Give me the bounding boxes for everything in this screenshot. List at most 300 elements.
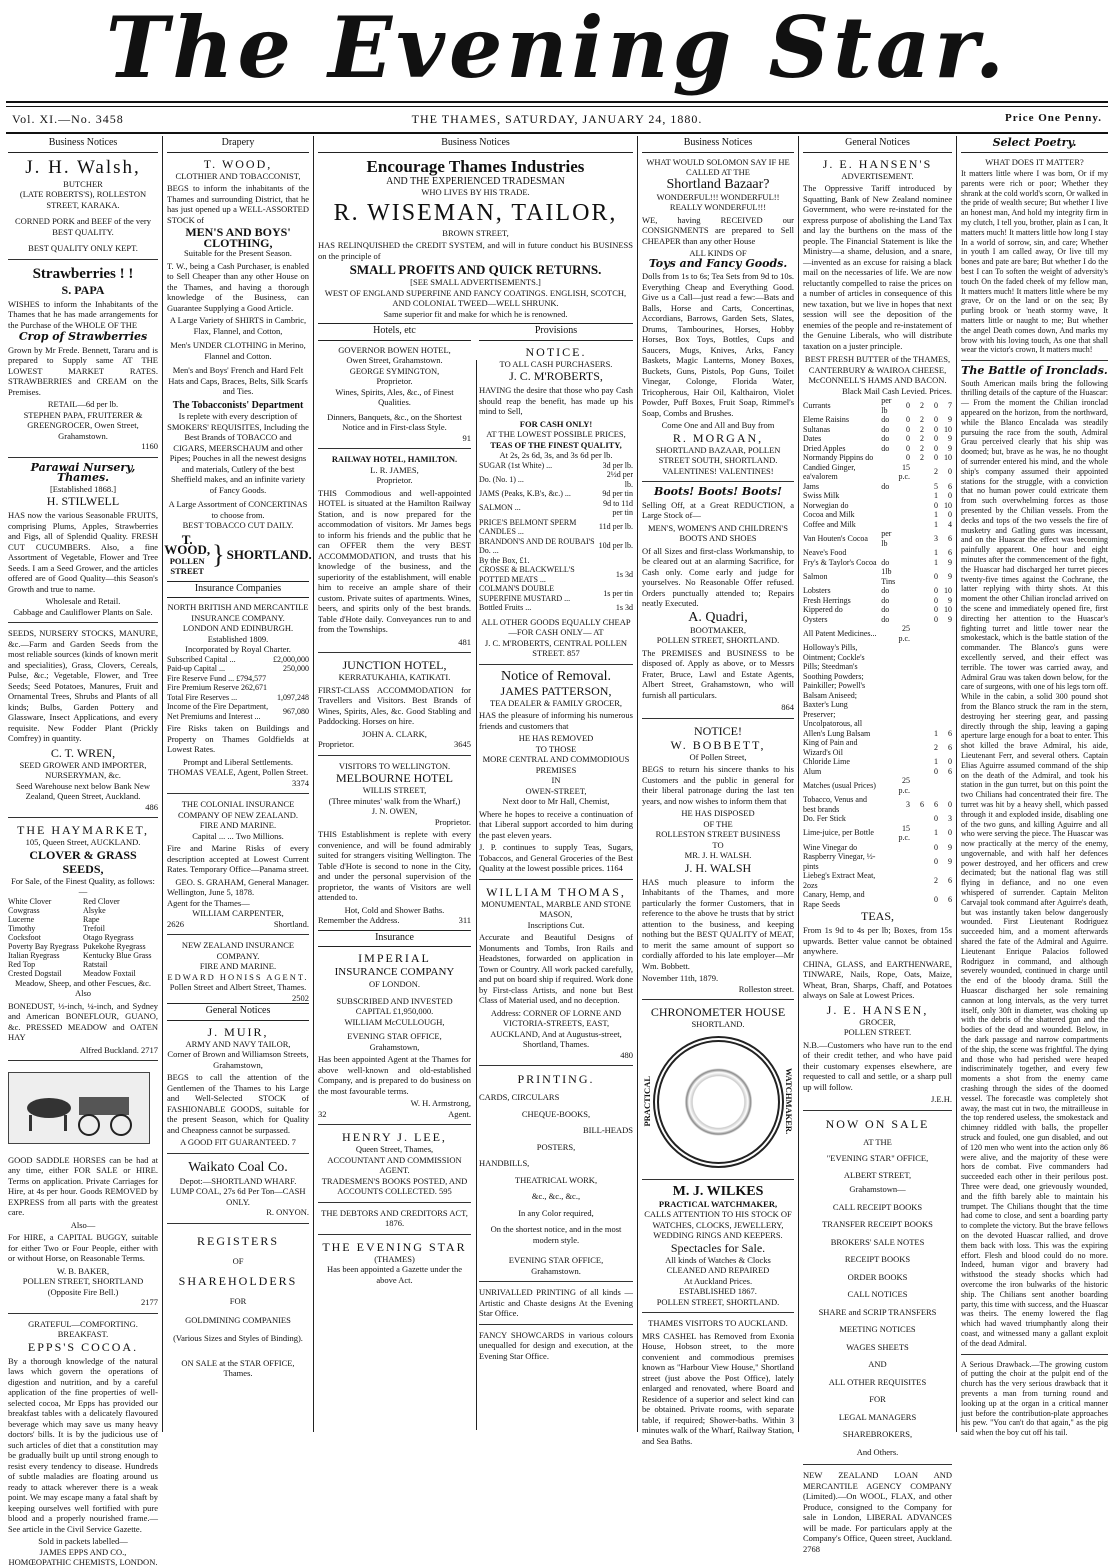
ad-chronometer-practical: PRACTICAL: [642, 1076, 652, 1127]
ad-hansen-header: Black Mail Cash Levied. Prices.: [841, 385, 952, 396]
ad-hansen-china: CHINA, GLASS, and EARTHENWARE, TINWARE, Nails, Rope, Oats, Maize, Wheat, Bran, Sharps, Chaff, and Potatoes always on Sale at Lowest Prices.: [803, 958, 952, 1000]
table-cell: 1: [934, 757, 938, 766]
ad-epps-title: EPPS'S COCOA.: [27, 1339, 139, 1354]
ad-imperial-of: OF LONDON.: [369, 979, 420, 989]
column-rule: [798, 136, 799, 1432]
table-cell: [273, 674, 309, 684]
table-cell: do: [881, 481, 890, 491]
table-cell: 1,097,248: [277, 692, 309, 702]
ad-imperial-body: Has been appointed Agent at the Thames for above well-known and old-established Company, and is prepared to do business on the most favourable terms.: [318, 1054, 471, 1096]
column-rule: [313, 136, 314, 1432]
seed-list-item: Otago Ryegrass: [83, 932, 134, 942]
table-cell: [881, 824, 896, 843]
ad-removal-in: IN: [551, 775, 561, 785]
table-cell: [881, 510, 896, 520]
sale-list-item: TRANSFER RECEIPT BOOKS: [822, 1219, 933, 1229]
ad-imperial-signature: W. H. Armstrong,: [410, 1098, 471, 1108]
table-cell: [881, 491, 896, 501]
ad-muir-fit-text: A GOOD FIT GUARANTEED.: [180, 1137, 290, 1147]
table-cell: 6: [948, 875, 952, 885]
ad-bobbett-has: HE HAS DISPOSED: [681, 808, 755, 818]
ad-horses-address: POLLEN STREET, SHORTLAND (Opposite Fire Bell.): [22, 1276, 144, 1297]
sale-list-item: ORDER BOOKS: [847, 1271, 908, 1282]
ad-walsh-address: (LATE ROBERTS'S), ROLLESTON STREET, KARAKA.: [19, 189, 147, 210]
table-cell: Swiss Milk: [803, 491, 840, 500]
ad-nowonsale-office: "EVENING STAR" OFFICE,: [826, 1153, 929, 1163]
table-cell: do: [881, 586, 890, 595]
table-cell: [881, 757, 896, 767]
table-row: [803, 795, 952, 814]
table-cell: 5: [934, 481, 938, 491]
ad-melbourne-walk: (Three minutes' walk from the Wharf,): [328, 795, 461, 806]
table-cell: 6: [948, 766, 952, 776]
table-cell: 2: [920, 400, 924, 410]
table-cell: 0: [934, 614, 938, 624]
ad-bazaar-valentines: VALENTINES! VALENTINES!: [662, 465, 774, 476]
ad-railway-name: L. R. JAMES,: [370, 464, 419, 475]
section-header: Business Notices: [8, 136, 158, 153]
table-cell: 9: [948, 434, 952, 443]
table-cell: [896, 615, 910, 625]
table-cell: 0: [934, 443, 938, 453]
table-cell: [910, 843, 924, 853]
horse-carriage-engraving: [8, 1072, 150, 1144]
table-row: [803, 453, 952, 463]
clock-wheel-icon: [653, 1036, 784, 1168]
ad-fancy-showcards: FANCY SHOWCARDS in various colours unequalled for design and execution, at the Evening Star Office.: [479, 1329, 633, 1361]
ad-imperial-footer: [318, 1109, 471, 1120]
table-cell: 1: [934, 548, 938, 557]
ad-strawberries-body: WISHES to inform the Inhabitants of the Thames that he has made arrangements for the Purchase of the WHOLE OF THE: [8, 298, 158, 330]
table-cell: 2: [920, 434, 924, 443]
table-cell: [910, 463, 924, 482]
table-cell: SALMON ...: [479, 503, 521, 513]
table-cell: Liebeg's Extract Meat, 2ozs: [803, 871, 876, 890]
table-cell: [896, 605, 910, 615]
table-cell: [910, 482, 924, 492]
ad-junction-proprietor: Proprietor.: [318, 739, 355, 749]
table-cell: SUGAR (1st White) ...: [479, 460, 553, 470]
ad-wilkes-address: POLLEN STREET, SHORTLAND.: [656, 1296, 780, 1307]
table-row: [803, 624, 952, 643]
table-cell: [881, 738, 896, 757]
ad-nzloan-body-text: NEW ZEALAND LOAN AND MERCANTILE AGENCY COMPANY (Limited).—On WOOL, FLAX, and other Produce, consigned to the Company for sale in London, LIBERAL ADVANCES will be made. For particulars apply at the Company's Office, Queen street, Auckland.: [803, 1470, 952, 1543]
ad-wood-hats: Men's and Boys' French and Hard Felt Hats and Caps, Braces, Belts, Silk Scarfs and Ties.: [168, 365, 308, 396]
ad-tobacco-logo-town: SHORTLAND.: [226, 547, 312, 563]
ad-muir-name: J. MUIR,: [207, 1024, 269, 1039]
table-cell: 0: [948, 799, 952, 809]
table-cell: [273, 683, 309, 693]
table-cell: [910, 824, 924, 843]
table-cell: Fry's & Taylor's Cocoa: [803, 557, 877, 567]
ad-wilkes-name: M. J. WILKES: [672, 1183, 764, 1199]
table-cell: [896, 520, 910, 530]
ad-wilkes-auckland: At Auckland Prices.: [683, 1275, 753, 1286]
ad-bazaar-name: R. MORGAN,: [672, 430, 764, 445]
table-cell: 1: [934, 491, 938, 500]
table-cell: [910, 624, 924, 643]
ad-colonial-manager: GEO. S. GRAHAM, General Manager.: [175, 876, 309, 887]
ad-bazaar-question: WHAT WOULD SOLOMON SAY IF HE CALLED AT THE: [646, 156, 790, 177]
table-cell: 3: [948, 814, 952, 823]
table-cell: [896, 890, 910, 909]
table-cell: 967,080: [283, 706, 309, 716]
table-cell: [881, 795, 896, 814]
ad-bazaar-body: WE, having RECEIVED our CONSIGNMENTS are prepared to Sell CHEAPER than any other House: [642, 214, 794, 246]
table-cell: 9d per tin: [602, 489, 633, 498]
table-cell: 11d per lb.: [598, 522, 633, 532]
ad-bobbett-name: W. BOBBETT,: [670, 737, 766, 752]
ad-bobbett-address: Of Pollen Street,: [689, 751, 747, 762]
ad-junction-signature: JOHN A. CLARK,: [362, 728, 427, 739]
ad-haymarket-seed-list: [8, 897, 158, 978]
table-row: [803, 843, 952, 853]
seed-list-item: Lucerne: [8, 914, 35, 924]
ad-walsh-line: BEST QUALITY ONLY KEPT.: [28, 243, 138, 253]
ad-printing-etc: &c., &c., &c.,: [531, 1191, 581, 1201]
table-row: [803, 776, 952, 795]
table-cell: 0: [934, 424, 938, 434]
ad-lee-address: Queen Street, Thames,: [355, 1144, 434, 1154]
ad-nowonsale-street: ALBERT STREET,: [843, 1169, 912, 1180]
ad-gazette-body: Has been appointed a Gazette under the above Act.: [327, 1264, 462, 1285]
table-cell: [910, 586, 924, 596]
ad-bowen-wines: Wines, Spirits, Ales, &c., of Finest Qualities.: [335, 386, 454, 407]
ad-melbourne-title: MELBOURNE HOTEL: [336, 771, 453, 785]
table-cell: Total Fire Reserves ...: [167, 692, 238, 702]
table-row: [803, 434, 952, 444]
table-cell: Tobacco, Venus and best brands: [803, 795, 867, 814]
ad-removal-to: TO THOSE: [535, 743, 577, 754]
table-cell: All Patent Medicines...: [803, 628, 877, 638]
table-cell: Cocoa and Milk: [803, 510, 855, 519]
ad-number: 7: [291, 1137, 296, 1147]
ad-thomas-trade: MONUMENTAL, MARBLE AND STONE MASON,: [481, 898, 631, 919]
ad-quadri-body: The PREMISES and BUSINESS to be disposed of. Apply as above, or to Messrs Frater, Bruce, Lawl and Estate Agents, Albert Street, Grahamstown, who will furnish all particulars.: [642, 647, 794, 700]
sale-list-item: RECEIPT BOOKS: [844, 1254, 911, 1264]
ad-colonial-body: Fire and Marine Risks of every description accepted at Lowest Current Rates. Temporary Office—Panama street.: [167, 843, 309, 874]
table-cell: Jams: [803, 481, 819, 491]
table-cell: [910, 890, 924, 909]
table-row: [803, 852, 952, 871]
ad-printing-office: EVENING STAR OFFICE,: [508, 1255, 604, 1265]
ad-railway-proprietor: Proprietor.: [376, 475, 413, 485]
ad-imperial-sub: INSURANCE COMPANY: [334, 966, 455, 978]
table-row: [803, 501, 952, 511]
table-row: [803, 767, 952, 777]
ad-printing-theatrical: THEATRICAL WORK,: [514, 1174, 598, 1185]
table-cell: 3: [906, 799, 910, 809]
section-header: Hotels, etc: [318, 324, 471, 341]
table-cell: [910, 596, 924, 606]
ad-mroberts-all: ALL OTHER GOODS EQUALLY CHEAP —FOR CASH ONLY— AT: [481, 616, 631, 637]
ad-printing-color: In any Color required,: [518, 1207, 594, 1218]
ad-bowen-name: GEORGE SYMINGTON,: [349, 365, 440, 376]
ad-northbritish-location: LONDON AND EDINBURGH.: [182, 623, 294, 633]
ad-tobacco-logo: T. WOOD, POLLEN STREET } SHORTLAND.: [164, 531, 312, 576]
table-cell: 0: [906, 400, 910, 410]
ad-hansen-nb: N.B.—Customers who have run to the end of their credit tether, and who have paid their customary expenses elsewhere, are requested to call and settle, or a sharp pull up will follow.: [803, 1039, 952, 1092]
ad-nursery-cabbage: Cabbage and Cauliflower Plants on Sale.: [13, 606, 153, 617]
table-row: [803, 491, 952, 501]
ad-tobacco-best: BEST TOBACCO CUT DAILY.: [182, 520, 294, 530]
ad-junction-body: FIRST-CLASS ACCOMMODATION for Travellers and Visitors. Best Brands of Wines, Spirits, Ales, &c. Good Stabling and Paddocking. Horses on hire.: [318, 684, 471, 726]
ad-printing-posters: POSTERS,: [536, 1141, 576, 1152]
ad-melbourne-remember: Remember the Address.: [318, 915, 400, 925]
table-cell: PRICE'S BELMONT SPERM CANDLES ...: [479, 517, 577, 536]
ad-printing-billheads: BILL-HEADS: [582, 1125, 633, 1135]
table-row: [803, 871, 952, 890]
ad-quadri-address: POLLEN STREET, SHORTLAND.: [656, 635, 780, 645]
article-title: The Battle of Ironclads.: [961, 364, 1108, 378]
ad-bobbett-mr: MR. J. H. WALSH.: [684, 850, 752, 860]
table-cell: [910, 501, 924, 511]
table-cell: [910, 558, 924, 568]
section-header: Business Notices: [318, 136, 633, 153]
table-cell: 1lb Tins: [881, 567, 896, 586]
ad-bowen-address: Owen Street, Grahamstown.: [346, 355, 443, 365]
ad-wiseman-name: R. WISEMAN, TAILOR,: [333, 199, 618, 226]
sale-list-item: SHAREBROKERS,: [842, 1429, 913, 1439]
ad-walsh-name: J. H. Walsh,: [25, 156, 141, 178]
ad-wiseman-body: HAS RELINQUISHED the CREDIT SYSTEM, and will in future conduct his BUSINESS on the principle of: [318, 240, 633, 261]
ad-hansen-initials: J.E.H.: [930, 1094, 952, 1104]
ad-lee-trade: ACCOUNTANT AND COMMISSION AGENT.: [327, 1154, 462, 1175]
table-cell: 0: [934, 415, 938, 424]
ad-boots-men: MEN'S, WOMEN'S AND CHILDREN'S BOOTS AND SHOES: [648, 522, 788, 543]
seed-list-item: Pukekohe Ryegrass: [83, 941, 146, 951]
table-cell: Candied Ginger, ea'valorem: [803, 462, 856, 481]
ad-imperial-capital: CAPITAL £1,950,000.: [355, 1006, 434, 1016]
ad-removal-title: Notice of Removal.: [500, 668, 612, 684]
ad-mroberts-signature: [479, 638, 633, 659]
ad-wiseman-see: [SEE SMALL ADVERTISEMENTS.]: [410, 277, 541, 287]
ad-wilkes-all: All kinds of Watches & Clocks: [665, 1254, 771, 1265]
table-row: [803, 463, 952, 482]
table-cell: 0: [906, 443, 910, 453]
table-cell: per lb: [881, 529, 892, 548]
ad-mroberts-to: TO ALL CASH PURCHASERS.: [499, 358, 613, 369]
ad-number: 32: [318, 1108, 327, 1119]
table-cell: 2: [934, 467, 938, 477]
ad-quadri-name: A. Quadri,: [688, 609, 748, 625]
table-row: [479, 603, 633, 613]
table-cell: COLMAN'S DOUBLE SUPERFINE MUSTARD ...: [479, 584, 571, 603]
table-cell: Subscribed Capital ...: [167, 654, 236, 664]
ad-number: 1164: [606, 863, 623, 873]
table-cell: [910, 510, 924, 520]
table-row: [167, 702, 309, 721]
ad-removal-body: HAS the pleasure of informing his numerous friends and customers that: [479, 710, 633, 731]
ad-mroberts-body: HAVING the desire that those who pay Cash should reap the benefit, has made up his mind to Sell,: [479, 385, 633, 416]
table-row: [803, 520, 952, 530]
table-cell: 1: [934, 510, 938, 519]
table-cell: 1s 3d: [615, 569, 633, 579]
ad-mroberts-price: At 2s, 2s 6d, 3s, and 3s 6d per lb.: [499, 450, 613, 460]
table-cell: [910, 520, 924, 530]
table-cell: 10: [944, 453, 952, 462]
seed-list-item: White Clover: [8, 896, 52, 906]
ad-visitors-title: VISITORS TO WELLINGTON.: [338, 760, 451, 771]
section-header: General Notices: [167, 1003, 309, 1021]
table-row: [167, 674, 309, 684]
ad-northbritish-risks: Fire Risks taken on Buildings and Property on Thames Goldfields at Lowest Rates.: [167, 723, 309, 754]
table-row: [803, 643, 952, 729]
ad-boots-title: Boots! Boots! Boots!: [654, 485, 782, 498]
ad-removal-next: Next door to Mr Hall, Chemist,: [502, 796, 610, 806]
ad-northbritish-incorporated: Incorporated by Royal Charter.: [185, 644, 291, 654]
ad-number: 91: [462, 432, 471, 443]
ad-number: 481: [458, 636, 471, 647]
article-text: South American mails bring the following thrilling details of the capture of the Huascar:— From the moment the Chilian ironclad appeared on the horizon, from the northward, while the Blanco Encalada was steadily pursuing the race from the south, Admiral Grau perceived clearly that his ship was doomed; but, brave as he was, he no thought of surrender entered his mind, and the whole ship's company assumed their appointed stations for the struggle, with a conviction that no human power could extricate them from such overwhelming forces as those presented by the Chilian vessels. From the decks and tops of the two vessels the fire of musketry and Gatling guns was incessant, and on the Huascar the effect was becoming painfully apparent. One hour and eight minutes after the commencement of the fight, the Huascar had discharged her turret pieces twenty-five times against the Cochrane, the latter replying with thirty shots. At this moment the other Chilian ironclad arrived on the scene and immediately opened fire, first directing her attention to the Huascar's fighting turret and little tower near the smokestack, which is the battle station of the commander. The Blanco's guns were excellently served, and their effect was terrible. The tower was carried away, and Admiral Grau was taken down below, for the care of surgeons, with one of his legs torn off. While in the cabin, a solid 300 pound shot from the Blanco struck the ram in the stern, destroying her steering gear, and passing directly through the ship, leaving a gaping aperture large enough for a boat to enter. This shot killed the brave Admiral, his aide, Lieutenant Ferr, and several others. Captain Elias Aguirre assumed command of the ship on the death of the Admiral, and took his station in the gun turret, but on this point the two Chilians had concentrated their fire. The turret was hit by a heavy shell, which passed through it and exploded inside, disabling one of the two guns, and killing Aguirre and all who were serving the piece. The Huascar was now practically at the mercy of the enemy, ungovernable, and with half her defences power destroyed, and her officers and crew decimated; but the national flag was still flying in defiance, and no one even whispered of surrender. Captain Meliton Carvajal took command after Aguirre's death, but was instantly taken below dangerously wounded. First Lieutenant Rodriguez succeeded him, and a moment afterwards shared the fate of the Admiral and Aguirre. Lieutenant Enrique Palacios followed Rodriguez in command, and although severely wounded, continued in charge until the end of the bloody drama. Still the Huascar discharged her sole remaining cannon at long intervals, as the very turret itself, only 30ft in diameter, was choking up with the debris of the shattered gun and the bodies of the dead and wounded. Below, in the dark passage and narrow compartments of the ship, the scene was frightful. The dying and those who had perished were heaped indiscriminately together, and every few moments a shot from the enemy came crashing through the sides of the doomed vessel. The forecastle was completely shot away, the mast cut in two, the mitrailleuse in the top rendered useless, the smokestack and chimney riddled with balls, the propeller struck and fouled, one gun disabled, and out of 120 men who went into the action only 86 were alive, and the majority of these were hors de combat. Five commanders had succeeded each other in their perilous post. Three were dead, one grievously wounded, and the fifth barely able to maintain his trumpet. The Chilians thought that the time had come to close, and sent a boarding party to complete the victory. But the brave fellows on the devoted Huascar rallied, and drove them back with loss. This was the expiring effort. Flesh and blood could do no more. Indeed, human vigor and bravery had withstood the steady shocks which had overcome the iron bulwarks of the historic ship. The Chilians sent another boarding party, this time with success, and the Huascar was theirs. The enemy lowered the flag which had waved triumphantly along their coast, and witnessed many a gallant exploit of the dead Admiral.: [961, 378, 1109, 1348]
table-cell: 1: [934, 828, 938, 838]
seed-list-item: Poverty Bay Ryegrass: [8, 941, 79, 951]
table-cell: 4: [948, 519, 952, 529]
table-cell: 2: [934, 875, 938, 885]
ad-wiseman-coatings: WEST OF ENGLAND SUPERFINE AND FANCY COATINGS. ENGLISH, SCOTCH, AND COLONIAL TWEED—WELL SHRUNK.: [324, 287, 627, 308]
table-cell: 0: [906, 424, 910, 434]
ad-mroberts-notice: NOTICE.: [525, 344, 587, 359]
ad-wood-clothing: MEN'S AND BOYS' CLOTHING,: [185, 225, 291, 250]
table-cell: 2: [920, 424, 924, 434]
ad-cashel-title: THAMES VISITORS TO AUCKLAND.: [648, 1318, 788, 1328]
table-cell: per lb: [881, 396, 892, 415]
table-cell: 0: [906, 434, 910, 443]
sale-list-item: CALL RECEIPT BOOKS: [832, 1201, 923, 1212]
ad-chronometer-title: CHRONOMETER HOUSE: [650, 1005, 786, 1019]
ad-unrivalled-printing: UNRIVALLED PRINTING of all kinds —Artistic and Chaste designs At the Evening Star Office.: [479, 1287, 633, 1318]
ad-removal-name: JAMES PATTERSON,: [500, 683, 612, 698]
table-cell: [910, 643, 924, 729]
ad-imperial-office: EVENING STAR OFFICE,: [347, 1031, 442, 1041]
ad-wilkes-spectacles: Spectacles for Sale.: [670, 1240, 766, 1255]
table-cell: [896, 548, 910, 558]
seed-list-item: Trefoil: [83, 923, 105, 933]
section-header: Insurance Companies: [167, 581, 309, 599]
table-cell: 6: [948, 481, 952, 491]
ad-northbritish-established: Established 1809.: [207, 633, 269, 644]
ad-wiseman-same: Same superior fit and make for which he is renowned.: [383, 308, 568, 319]
ad-mroberts-teas: TEAS OF THE FINEST QUALITY,: [490, 439, 622, 450]
column-6: [961, 136, 1109, 1438]
ad-melbourne-footer: [318, 915, 471, 926]
ad-registers-various: (Various Sizes and Styles of Binding).: [173, 1333, 303, 1343]
ad-hansen-body: The Oppressive Tariff introduced by Squatting, Bank of New Zealand nominee Government, who were re-instated for the express purpose of abolishing the Land Tax and lay the burthens on the mass of the people. The Financial Statement is like the Ministry—a shame, delusion, and a snare,—invented as an excuse for raising a black mail on the necessaries of life. We are now reluctantly compelled to raise the prices on a number of articles in consequence of this new taxation, but we live in hopes that next session will see the deposition of the enemies of the people and re-instatement of the Genuine Liberals, who will distribute taxation on a juster principle.: [803, 183, 952, 351]
ad-epps-sold: Sold in packets labelled—: [38, 1536, 128, 1546]
ad-northbritish-title: NORTH BRITISH AND MERCANTILE INSURANCE COMPANY.: [167, 602, 309, 623]
table-cell: Holloway's Pills, Ointment; Cockle's Pills; Steedman's Soothing Powders; Painkiller; Powell's Balsam Aniseed; Baxter's Lung Preserver; Uncolpatorous, all: [803, 643, 866, 728]
ad-colonial-footer: [167, 919, 309, 930]
dateline: [8, 110, 1106, 130]
ad-wood-underclothing: Men's UNDER CLOTHING in Merino, Flannel and Cotton.: [170, 340, 306, 361]
table-row: [167, 693, 309, 703]
table-cell: 1s per tin: [603, 588, 633, 598]
table-cell: [910, 605, 924, 615]
ad-wood-trade: CLOTHIER AND TOBACCONIST,: [175, 170, 301, 181]
table-cell: Neave's Food: [803, 548, 847, 557]
table-cell: 6: [920, 799, 924, 809]
ad-number: 3645: [454, 739, 471, 749]
table-cell: [881, 624, 896, 643]
ad-removal-body2: Where he hopes to receive a continuation of that Liberal support accorded to him during the past eleven years.: [479, 808, 633, 840]
ad-debtors-act: THE DEBTORS AND CREDITORS ACT, 1876.: [321, 1207, 468, 1228]
ad-wilkes-calls: CALLS ATTENTION TO HIS STOCK OF: [644, 1209, 792, 1219]
table-cell: 9: [948, 856, 952, 866]
table-cell: 250,000: [283, 664, 309, 673]
ad-wood-body: BEGS to inform the inhabitants of the Thames and surrounding District, that he has just opened up a WELL-ASSORTED STOCK of: [167, 183, 309, 225]
ad-gazette-title: THE EVENING STAR: [322, 1239, 467, 1254]
ad-number: 2502: [292, 992, 309, 1003]
ad-nowonsale-grahamstown: Grahamstown—: [849, 1184, 906, 1194]
table-cell: [910, 615, 924, 625]
ad-colonial-date: Wellington, June 5, 1878.: [167, 887, 255, 897]
table-row: [803, 814, 952, 824]
ad-haymarket-title: THE HAYMARKET,: [17, 823, 149, 837]
table-cell: Dried Apples: [803, 443, 846, 453]
table-cell: By the Box, £1.: [479, 555, 530, 565]
table-cell: 2: [920, 415, 924, 424]
ad-bazaar-body2: Dolls from 1s to 6s; Tea Sets from 9d to 10s. Everything Cheap and Everything Good. Give us a Call—just read a few:—Bats and Balls, Horse and Carts, Concertinas, Accordians, Barrows, Garden Sets, Slates, Drums, Tambourines, Horses, Hobby Horses, Box Toys, Bottles, Cups and Saucers, Mugs, Knives, Arks, Fancy Baskets, Magic Lanterns, Money Boxes, Buckets, Guns, Pistols, Pop Guns, Toilet Vinegar, Colonge, Florida Water, Tricopherous, Hair Oil, Kalthairon, Violet Powder, Puff Boxes, Fruit Soap, Rimmel's Soap, Combs and Brushes.: [642, 271, 795, 418]
table-cell: 0: [934, 434, 938, 443]
table-cell: do: [881, 557, 890, 567]
table-cell: 9: [948, 595, 952, 605]
ad-wiseman-sub: AND THE EXPERIENCED TRADESMAN: [386, 175, 565, 187]
column-3a: [318, 324, 475, 1363]
table-cell: 0: [934, 571, 938, 581]
column-2: [164, 136, 312, 1430]
ad-number: 3374: [292, 777, 309, 788]
ad-horses-body: GOOD SADDLE HORSES can be had at any time, either FOR SALE or HIRE. Terms on application. Private Carriages for Hire, at 4s per hour. Goods REMOVED by EXPRESS from all parts with the greatest care.: [8, 1154, 158, 1217]
ad-printing-grahamstown: Grahamstown.: [531, 1265, 581, 1276]
ad-registers-for: FOR: [229, 1296, 247, 1306]
ad-bazaar-wonderful: WONDERFUL!!! WONDERFUL!! REALLY WONDERFUL!!!: [656, 191, 780, 212]
table-cell: JAMS (Peaks, K.B's, &c.) ...: [479, 489, 571, 498]
section-header: General Notices: [803, 136, 952, 153]
table-cell: Kippered do: [803, 605, 843, 614]
ad-printing-short: On the shortest notice, and in the most modern style.: [490, 1224, 622, 1245]
sale-list-item: ALL OTHER REQUISITES: [828, 1376, 927, 1387]
table-cell: [881, 643, 896, 729]
table-cell: [896, 643, 910, 729]
table-cell: [910, 767, 924, 777]
table-cell: 6: [934, 799, 938, 809]
ad-mroberts-signature-text: J. C. M'ROBERTS, CENTRAL POLLEN STREET.: [484, 637, 628, 658]
ad-railway-title: RAILWAY HOTEL, HAMILTON.: [331, 454, 458, 464]
ad-thomas-body: Accurate and Beautiful Designs of Monuments and Tombs, Iron Rails and Headstones, forwarded on application in Town or Country. All work packed carefully, and put on board ship if required. Work done by First-class Artists, and none but Best Class of Material used, and no deception.: [479, 932, 633, 1005]
seed-list-item: Cocksfoot: [8, 932, 41, 942]
table-cell: Raspberry Vinegar, ½-pints: [803, 852, 876, 871]
table-cell: do: [881, 443, 890, 453]
ad-coal-depot: Depot:—SHORTLAND WHARF.: [179, 1175, 297, 1186]
table-cell: 10: [944, 605, 952, 614]
table-row: [803, 757, 952, 767]
ad-hansen-grocer: GROCER,: [859, 1016, 896, 1027]
ad-tobacco-logo-name: T. WOOD,: [164, 531, 211, 557]
ad-junction-title: JUNCTION HOTEL,: [342, 658, 447, 672]
table-cell: 1: [934, 557, 938, 567]
table-cell: [896, 767, 910, 777]
table-cell: Normandy Pippins do: [803, 453, 874, 462]
ad-jhwalsh-name: J. H. WALSH: [684, 860, 752, 875]
table-cell: do: [881, 415, 890, 424]
ad-seeds-trade: SEED GROWER AND IMPORTER, NURSERYMAN, &c.: [19, 759, 147, 780]
ad-wilkes-established: ESTABLISHED 1867.: [679, 1286, 757, 1296]
ad-northbritish-signature: THOMAS VEALE, Agent, Pollen Street.: [167, 767, 309, 777]
table-cell: 0: [934, 842, 938, 852]
table-cell: [896, 871, 910, 890]
ad-seeds-address: Seed Warehouse next below Bank New Zealand, Queen Street, Auckland.: [16, 780, 150, 801]
table-cell: Oysters: [803, 614, 828, 624]
